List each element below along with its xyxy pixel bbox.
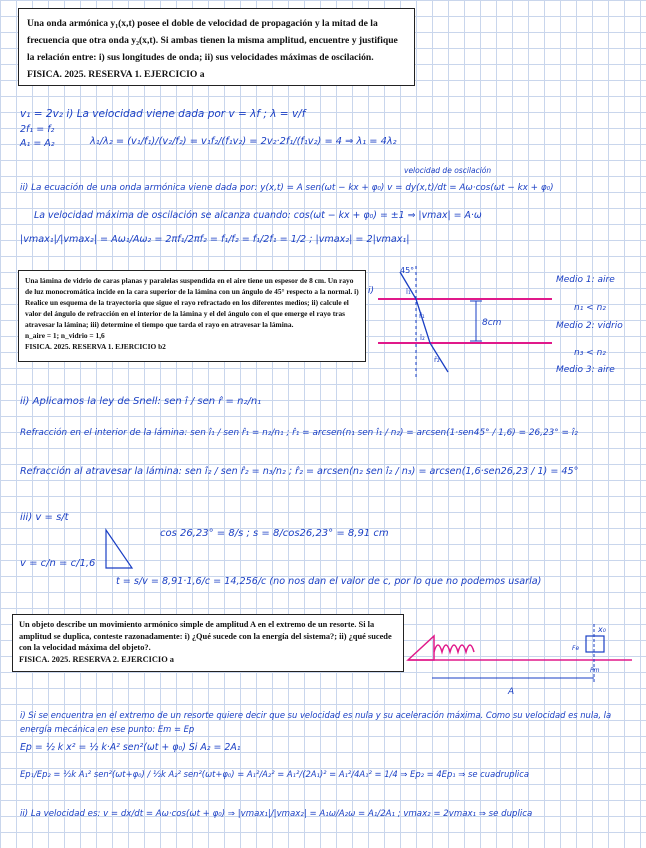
- i1-label: î₁: [406, 288, 411, 296]
- medium-3-label: Medio 3: aire: [556, 365, 615, 375]
- hw-line-2: 2f₁ = f₂: [20, 124, 55, 135]
- x0-label: x₀: [598, 625, 606, 634]
- hw-line-16: Ep = ½ k x² = ½ k·A² sen²(ωt + φ₀) Si A₂ = 2A₁: [20, 742, 241, 753]
- hw-line-5: ii) La ecuación de una onda armónica viene dada por: y(x,t) = A sen(ωt − kx + φ₀) v = dy(x,t)/dt = Aω·cos(ωt − kx + φ₀): [20, 183, 554, 193]
- hw-line-8: ii) Aplicamos la ley de Snell: sen î / sen r̂ = n₂/n₁: [20, 396, 262, 407]
- problem-3-statement: Un objeto describe un movimiento armónico simple de amplitud A en el extremo de un resorte. Si la amplitud se duplica, conteste razonadamente: i) ¿Qué sucede con la energía del sistema?; ii) ¿qué sucede con la velocidad máxima del objeto?.: [19, 620, 392, 652]
- hw-line-4: λ₁/λ₂ = (v₁/f₁)/(v₂/f₂) = v₁f₂/(f₁v₂) = 2v₂·2f₁/(f₁v₂) = 4 ⇒ λ₁ = 4λ₂: [90, 136, 397, 147]
- hw-line-17: Ep₁/Ep₂ = ½k A₁² sen²(ωt+φ₀) / ½k A₂² sen²(ωt+φ₀) = A₁²/A₂² = A₁²/(2A₁)² = A₁²/4A₁² = 1/4 ⇒ Ep₂ = 4Ep₁ ⇒ se cuadruplica: [20, 769, 529, 779]
- problem-2-statement: Una lámina de vidrio de caras planas y paralelas suspendida en el aire tiene un espesor de 8 cm. Un rayo de luz monocromática incide en la cara superior de la lámina con un ángulo de 45° respecto a la normal. i) Realice un esquema de la trayectoria que sigue el rayo refractado en los diferentes medios; ii) calcule el valor del ángulo de refracción en el interior de la lámina y el del ángulo con el que emerge el rayo tras atravesar la lámina; iii) determine el tiempo que tarda el rayo en atravesar la lámina.: [25, 276, 359, 329]
- r2-label: r̂₂: [434, 356, 440, 364]
- fe-label: Fe: [572, 645, 580, 652]
- mass-block: [586, 636, 604, 652]
- amplitude-label: A: [508, 687, 515, 697]
- light-ray: [400, 272, 448, 372]
- hw-line-9: Refracción en el interior de la lámina: sen î₁ / sen r̂₁ = n₂/n₁ ; r̂₁ = arcsen(n₁ sen î₁ / n₂) = arcsen(1·sen45° / 1,6) = 26,23° = î₂: [20, 428, 578, 438]
- problem-2-indices: n_aire = 1; n_vidrio = 1,6: [25, 331, 105, 340]
- hw-line-7: |vmax₁|/|vmax₂| = Aω₁/Aω₂ = 2πf₁/2πf₂ = f₁/f₂ = f₁/2f₁ = 1/2 ; |vmax₂| = 2|vmax₁|: [20, 234, 410, 245]
- spring-coil: [434, 645, 474, 652]
- incident-angle-label: 45°: [400, 266, 415, 275]
- thickness-label: 8cm: [482, 318, 502, 328]
- hw-line-3: A₁ = A₂: [20, 138, 55, 149]
- refraction-diagram: [368, 266, 623, 380]
- hw-line-18: ii) La velocidad es: v = dx/dt = Aω·cos(ωt + φ₀) ⇒ |vmax₁|/|vmax₂| = A₁ω/A₂ω = A₁/2A₁ ; vmax₂ = 2vmax₁ ⇒ se duplica: [20, 809, 533, 819]
- i2-label: î₂: [420, 334, 425, 342]
- hw-line-11: iii) v = s/t: [20, 512, 69, 523]
- hw-line-10: Refracción al atravesar la lámina: sen î₂ / sen r̂₂ = n₃/n₂ ; r̂₂ = arcsen(n₂ sen î₂ / n₃) = arcsen(1,6·sen26,23 / 1) = 45°: [20, 466, 579, 477]
- spring-diagram: [408, 624, 632, 697]
- hw-line-6: La velocidad máxima de oscilación se alcanza cuando: cos(ωt − kx + φ₀) = ±1 ⇒ |vmax| = A·ω: [34, 210, 482, 221]
- hw-line-14: t = s/v = 8,91·1,6/c = 14,256/c (no nos dan el valor de c, por lo que no podemos usarla): [116, 576, 542, 587]
- pm-label: Pm: [590, 667, 600, 674]
- medium-1-label: Medio 1: aire: [556, 275, 615, 285]
- medium-2-label: Medio 2: vidrio: [556, 321, 623, 331]
- spring-wall: [408, 636, 434, 660]
- r1-label: r̂₁: [419, 312, 425, 320]
- problem-1-source: FISICA. 2025. RESERVA 1. EJERCICIO a: [27, 69, 205, 80]
- hw-line-1: v₁ = 2v₂ i) La velocidad viene dada por v = λf ; λ = v/f: [20, 108, 306, 120]
- problem-2-source: FISICA. 2025. RESERVA 1. EJERCICIO b2: [25, 342, 166, 351]
- hw-line-12: cos 26,23° = 8/s ; s = 8/cos26,23° = 8,91 cm: [160, 528, 389, 539]
- hw-annotation-velocity: velocidad de oscilación: [404, 166, 492, 175]
- triangle-sketch: [106, 530, 132, 568]
- problem-1-statement: Una onda armónica y₁(x,t) posee el doble de velocidad de propagación y la mitad de la frecuencia que otra onda y₂(x,t). Si ambas tienen la misma amplitud, encuentre y justifique la relación entre: i) sus longitudes de onda; ii) sus velocidades máximas de oscilación.: [27, 18, 398, 63]
- n-relation-1-label: n₁ < n₂: [574, 303, 606, 313]
- hw-line-13: v = c/n = c/1,6: [20, 558, 96, 569]
- part-i-label: i): [368, 286, 375, 296]
- problem-3-source: FISICA. 2025. RESERVA 2. EJERCICIO a: [19, 654, 174, 664]
- n-relation-2-label: n₃ < n₂: [574, 348, 606, 358]
- hw-line-15: i) Si se encuentra en el extremo de un resorte quiere decir que su velocidad es nula y su aceleración máxima. Como su velocidad es nula, la energía mecánica en ese punto: Em = Ep: [20, 710, 612, 734]
